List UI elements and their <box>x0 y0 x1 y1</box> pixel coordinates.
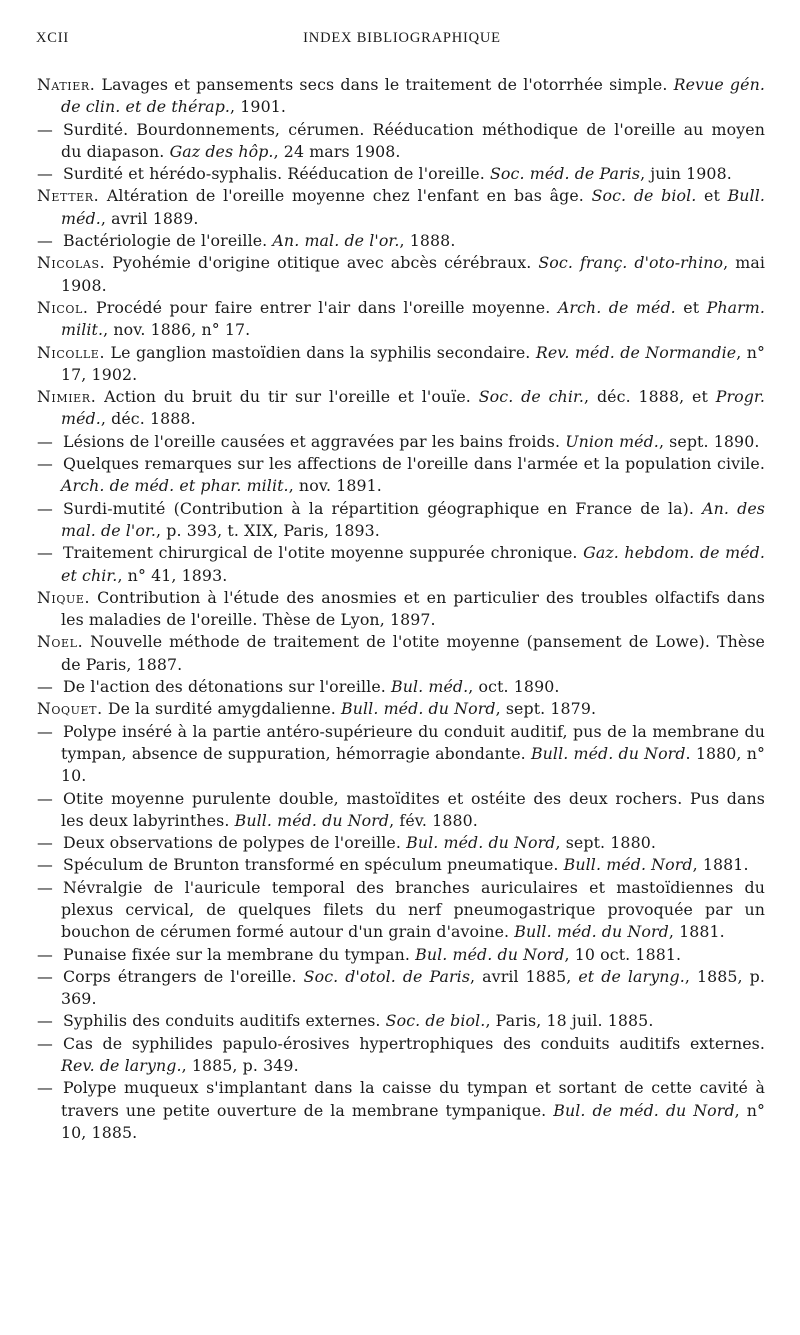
entry-text: Corps étrangers de l'oreille. <box>63 966 304 986</box>
journal-title: Rev. de laryng. <box>61 1056 182 1076</box>
journal-title: Soc. méd. de Paris <box>490 164 641 184</box>
ditto-dash: — <box>37 543 53 563</box>
entry-text: , n° 17, 1902. <box>61 342 765 384</box>
entry-text: , mai 1908. <box>61 253 765 295</box>
entry-text: , Paris, 18 juil. 1885. <box>485 1011 654 1031</box>
bibliography-entry <box>37 698 765 720</box>
ditto-dash: — <box>37 833 53 853</box>
entry-text: , 1885, p. 369. <box>61 966 765 1009</box>
ditto-dash: — <box>37 788 53 808</box>
bibliography-entry <box>37 230 765 252</box>
journal-title: Bull. méd. Nord <box>563 855 693 875</box>
journal-title: Bull. méd. du Nord <box>341 699 496 719</box>
bibliography-entry <box>37 542 765 587</box>
journal-title: Arch. de méd. <box>557 297 676 317</box>
entry-text: , fév. 1880. <box>389 810 478 830</box>
entry-text: Contribution à l'étude des anosmies et en particulier des troubles olfactifs dans les maladies de l'oreille. Thèse de Lyon, 1897. <box>61 587 765 630</box>
bibliography-entry <box>37 431 765 453</box>
page-number: XCII <box>36 30 69 46</box>
entry-text: Bactériologie de l'oreille. <box>63 231 273 251</box>
bibliography-entry <box>37 185 765 230</box>
ditto-dash: — <box>37 231 53 251</box>
entry-text: Deux observations de polypes de l'oreille. <box>63 833 407 853</box>
bibliography-entry <box>37 252 765 297</box>
entry-text: , 1885, p. 349. <box>181 1056 299 1076</box>
entry-text: Lavages et pansements secs dans le traitement de l'otorrhée simple. <box>95 75 674 94</box>
entry-text: Spéculum de Brunton transformé en spéculum pneumatique. <box>63 855 564 875</box>
bibliography-entry <box>37 342 765 387</box>
journal-title: Bull. méd. du Nord <box>530 743 686 763</box>
ditto-dash: — <box>37 1011 53 1031</box>
bibliography-entry <box>37 386 765 431</box>
entry-text: , sept. 1880. <box>555 833 657 853</box>
entry-author: Nimier. <box>37 387 97 407</box>
journal-title: Bul. de méd. du Nord <box>553 1100 735 1120</box>
entry-text: Traitement chirurgical de l'otite moyenne suppurée chronique. <box>63 543 584 563</box>
entry-text: , 1888. <box>399 231 456 251</box>
ditto-dash: — <box>37 944 53 964</box>
journal-title: Bul. méd. du Nord <box>415 944 565 964</box>
entry-text: Surdité. Bourdonnements, cérumen. Rééducation méthodique de l'oreille au moyen du diapason. <box>61 119 765 161</box>
ditto-dash: — <box>37 966 53 986</box>
bibliography-entry <box>37 676 765 698</box>
entry-text: Polype muqueux s'implantant dans la caisse du tympan et sortant de cette cavité à travers une petite ouverture de la membrane tympanique. <box>61 1078 765 1120</box>
entry-author: Nique. <box>37 587 91 607</box>
journal-title: Arch. de méd. et phar. milit. <box>61 476 289 496</box>
entry-text: et <box>696 186 728 206</box>
page-title: INDEX BIBLIOGRAPHIQUE <box>303 30 501 46</box>
entry-text: Lésions de l'oreille causées et aggravées par les bains froids. <box>63 431 566 451</box>
ditto-dash: — <box>37 498 53 518</box>
bibliography-entry <box>37 498 765 543</box>
journal-title: Gaz des hôp. <box>169 141 274 161</box>
entry-text: Le ganglion mastoïdien dans la syphilis secondaire. <box>105 342 536 362</box>
ditto-dash: — <box>37 1078 53 1098</box>
journal-title: Bull. méd. du Nord <box>514 922 669 942</box>
entry-text: De la surdité amygdalienne. <box>102 699 342 719</box>
entry-text: Cas de syphilides papulo-érosives hypertrophiques des conduits auditifs externes. <box>63 1033 765 1053</box>
bibliography-entry <box>37 721 765 788</box>
journal-title: Bull. méd. du Nord <box>234 810 390 830</box>
entry-author: Netter. <box>37 186 100 206</box>
entry-text: , p. 393, t. XIX, Paris, 1893. <box>156 520 380 540</box>
entry-text: . 1880, n° 10. <box>61 743 765 786</box>
entry-text: , 1881. <box>668 922 725 942</box>
entry-text: , nov. 1886, n° 17. <box>103 320 251 340</box>
entry-text: , sept. 1890. <box>658 431 760 451</box>
entry-text: , 24 mars 1908. <box>273 141 401 161</box>
entry-author: Noel. <box>37 632 84 652</box>
entry-author: Noquet. <box>37 699 103 719</box>
entry-text: Action du bruit du tir sur l'oreille et l'ouïe. <box>96 387 479 407</box>
entry-text: , n° 41, 1893. <box>117 565 228 585</box>
entry-text: , juin 1908. <box>640 164 732 184</box>
ditto-dash: — <box>37 1033 53 1053</box>
entry-text: Névralgie de l'auricule temporal des branches auriculaires et mastoïdiennes du plexus cervical, de quelques filets du nerf pneumogastrique provoquée par un bouchon de cérumen formé autour d'un grain d'avoine. <box>61 877 765 942</box>
bibliography-entry <box>37 877 765 944</box>
entry-author: Nicol. <box>37 297 89 317</box>
entry-text: Pyohémie d'origine otitique avec abcès cérébraux. <box>105 253 539 273</box>
ditto-dash: — <box>37 877 53 897</box>
entry-text: Surdi-mutité (Contribution à la répartition géographique en France de la). <box>63 498 703 518</box>
bibliography-entry <box>37 1010 765 1032</box>
bibliography-entry <box>37 297 765 342</box>
entry-text: , oct. 1890. <box>468 677 560 697</box>
journal-title: Soc. de biol. <box>591 186 697 206</box>
bibliography-entry <box>37 966 765 1011</box>
entry-text: Quelques remarques sur les affections de l'oreille dans l'armée et la population civile. <box>63 454 765 474</box>
journal-title: Soc. d'otol. de Paris <box>303 966 471 986</box>
journal-title: Bull. méd. <box>61 186 765 228</box>
bibliography-entry <box>37 119 765 164</box>
entry-text: Otite moyenne purulente double, mastoïdites et ostéite des deux rochers. Pus dans les deux labyrinthes. <box>61 788 765 830</box>
bibliography-entry <box>37 1077 765 1144</box>
journal-title: Bul. méd. <box>391 677 469 697</box>
bibliography-entry <box>37 788 765 833</box>
entry-text: et <box>675 297 707 317</box>
journal-title: An. des mal. de l'or. <box>61 498 765 540</box>
entry-author: Nicolas. <box>37 253 106 273</box>
entry-text: Procédé pour faire entrer l'air dans l'oreille moyenne. <box>88 297 558 317</box>
entry-text: Punaise fixée sur la membrane du tympan. <box>63 944 416 964</box>
entry-text: , 10 oct. 1881. <box>564 944 682 964</box>
ditto-dash: — <box>37 119 53 139</box>
ditto-dash: — <box>37 431 53 451</box>
entry-text: , n° 10, 1885. <box>61 1100 766 1142</box>
entry-text: , déc. 1888, et <box>584 387 716 407</box>
entry-text: , avril 1885, <box>470 966 579 986</box>
ditto-dash: — <box>37 855 53 875</box>
bibliography-entry <box>37 944 765 966</box>
bibliography-list <box>37 74 765 1144</box>
journal-title: Gaz. hebdom. de méd. et chir. <box>61 543 765 585</box>
journal-title: Progr. méd. <box>61 387 765 429</box>
journal-title: Bul. méd. du Nord <box>406 833 556 853</box>
journal-title: Rev. méd. de Normandie <box>535 342 737 362</box>
entry-text: Altération de l'oreille moyenne chez l'enfant en bas âge. <box>99 186 592 206</box>
bibliography-entry <box>37 587 765 632</box>
journal-title: Soc. franç. d'oto-rhino <box>538 253 724 273</box>
entry-text: Nouvelle méthode de traitement de l'otite moyenne (pansement de Lowe). Thèse de Paris, 1887. <box>61 632 765 674</box>
running-header <box>36 30 768 54</box>
bibliography-entry <box>37 453 765 498</box>
entry-text: , 1881. <box>692 855 749 875</box>
entry-text: De l'action des détonations sur l'oreille. <box>63 677 392 697</box>
entry-text: , déc. 1888. <box>100 409 196 429</box>
journal-title: Revue gén. de clin. et de thérap. <box>61 75 765 117</box>
entry-author: Nicolle. <box>37 342 106 362</box>
bibliography-entry <box>37 854 765 876</box>
ditto-dash: — <box>37 454 53 474</box>
journal-title: et de laryng. <box>578 966 685 986</box>
entry-text: , avril 1889. <box>100 208 199 228</box>
ditto-dash: — <box>37 721 53 741</box>
entry-text: Surdité et hérédo-syphalis. Rééducation de l'oreille. <box>63 164 491 184</box>
entry-text: , sept. 1879. <box>495 699 597 719</box>
ditto-dash: — <box>37 164 53 184</box>
entry-author: Natier. <box>37 75 96 94</box>
journal-title: Soc. de chir. <box>478 387 585 407</box>
entry-text: Polype inséré à la partie antéro-supérieure du conduit auditif, pus de la membrane du tympan, absence de suppuration, hémorragie abondante. <box>61 721 765 763</box>
journal-title: Soc. de biol. <box>385 1011 486 1031</box>
ditto-dash: — <box>37 677 53 697</box>
journal-title: Union méd. <box>565 431 659 451</box>
entry-text: , 1901. <box>230 97 286 117</box>
journal-title: Pharm. milit. <box>61 297 765 340</box>
bibliography-entry <box>37 631 765 676</box>
bibliography-entry <box>37 832 765 854</box>
bibliography-entry <box>37 74 765 119</box>
entry-text: Syphilis des conduits auditifs externes. <box>63 1011 386 1031</box>
journal-title: An. mal. de l'or. <box>272 231 400 251</box>
bibliography-entry <box>37 1033 765 1078</box>
bibliography-entry <box>37 163 765 185</box>
entry-text: , nov. 1891. <box>288 476 382 496</box>
